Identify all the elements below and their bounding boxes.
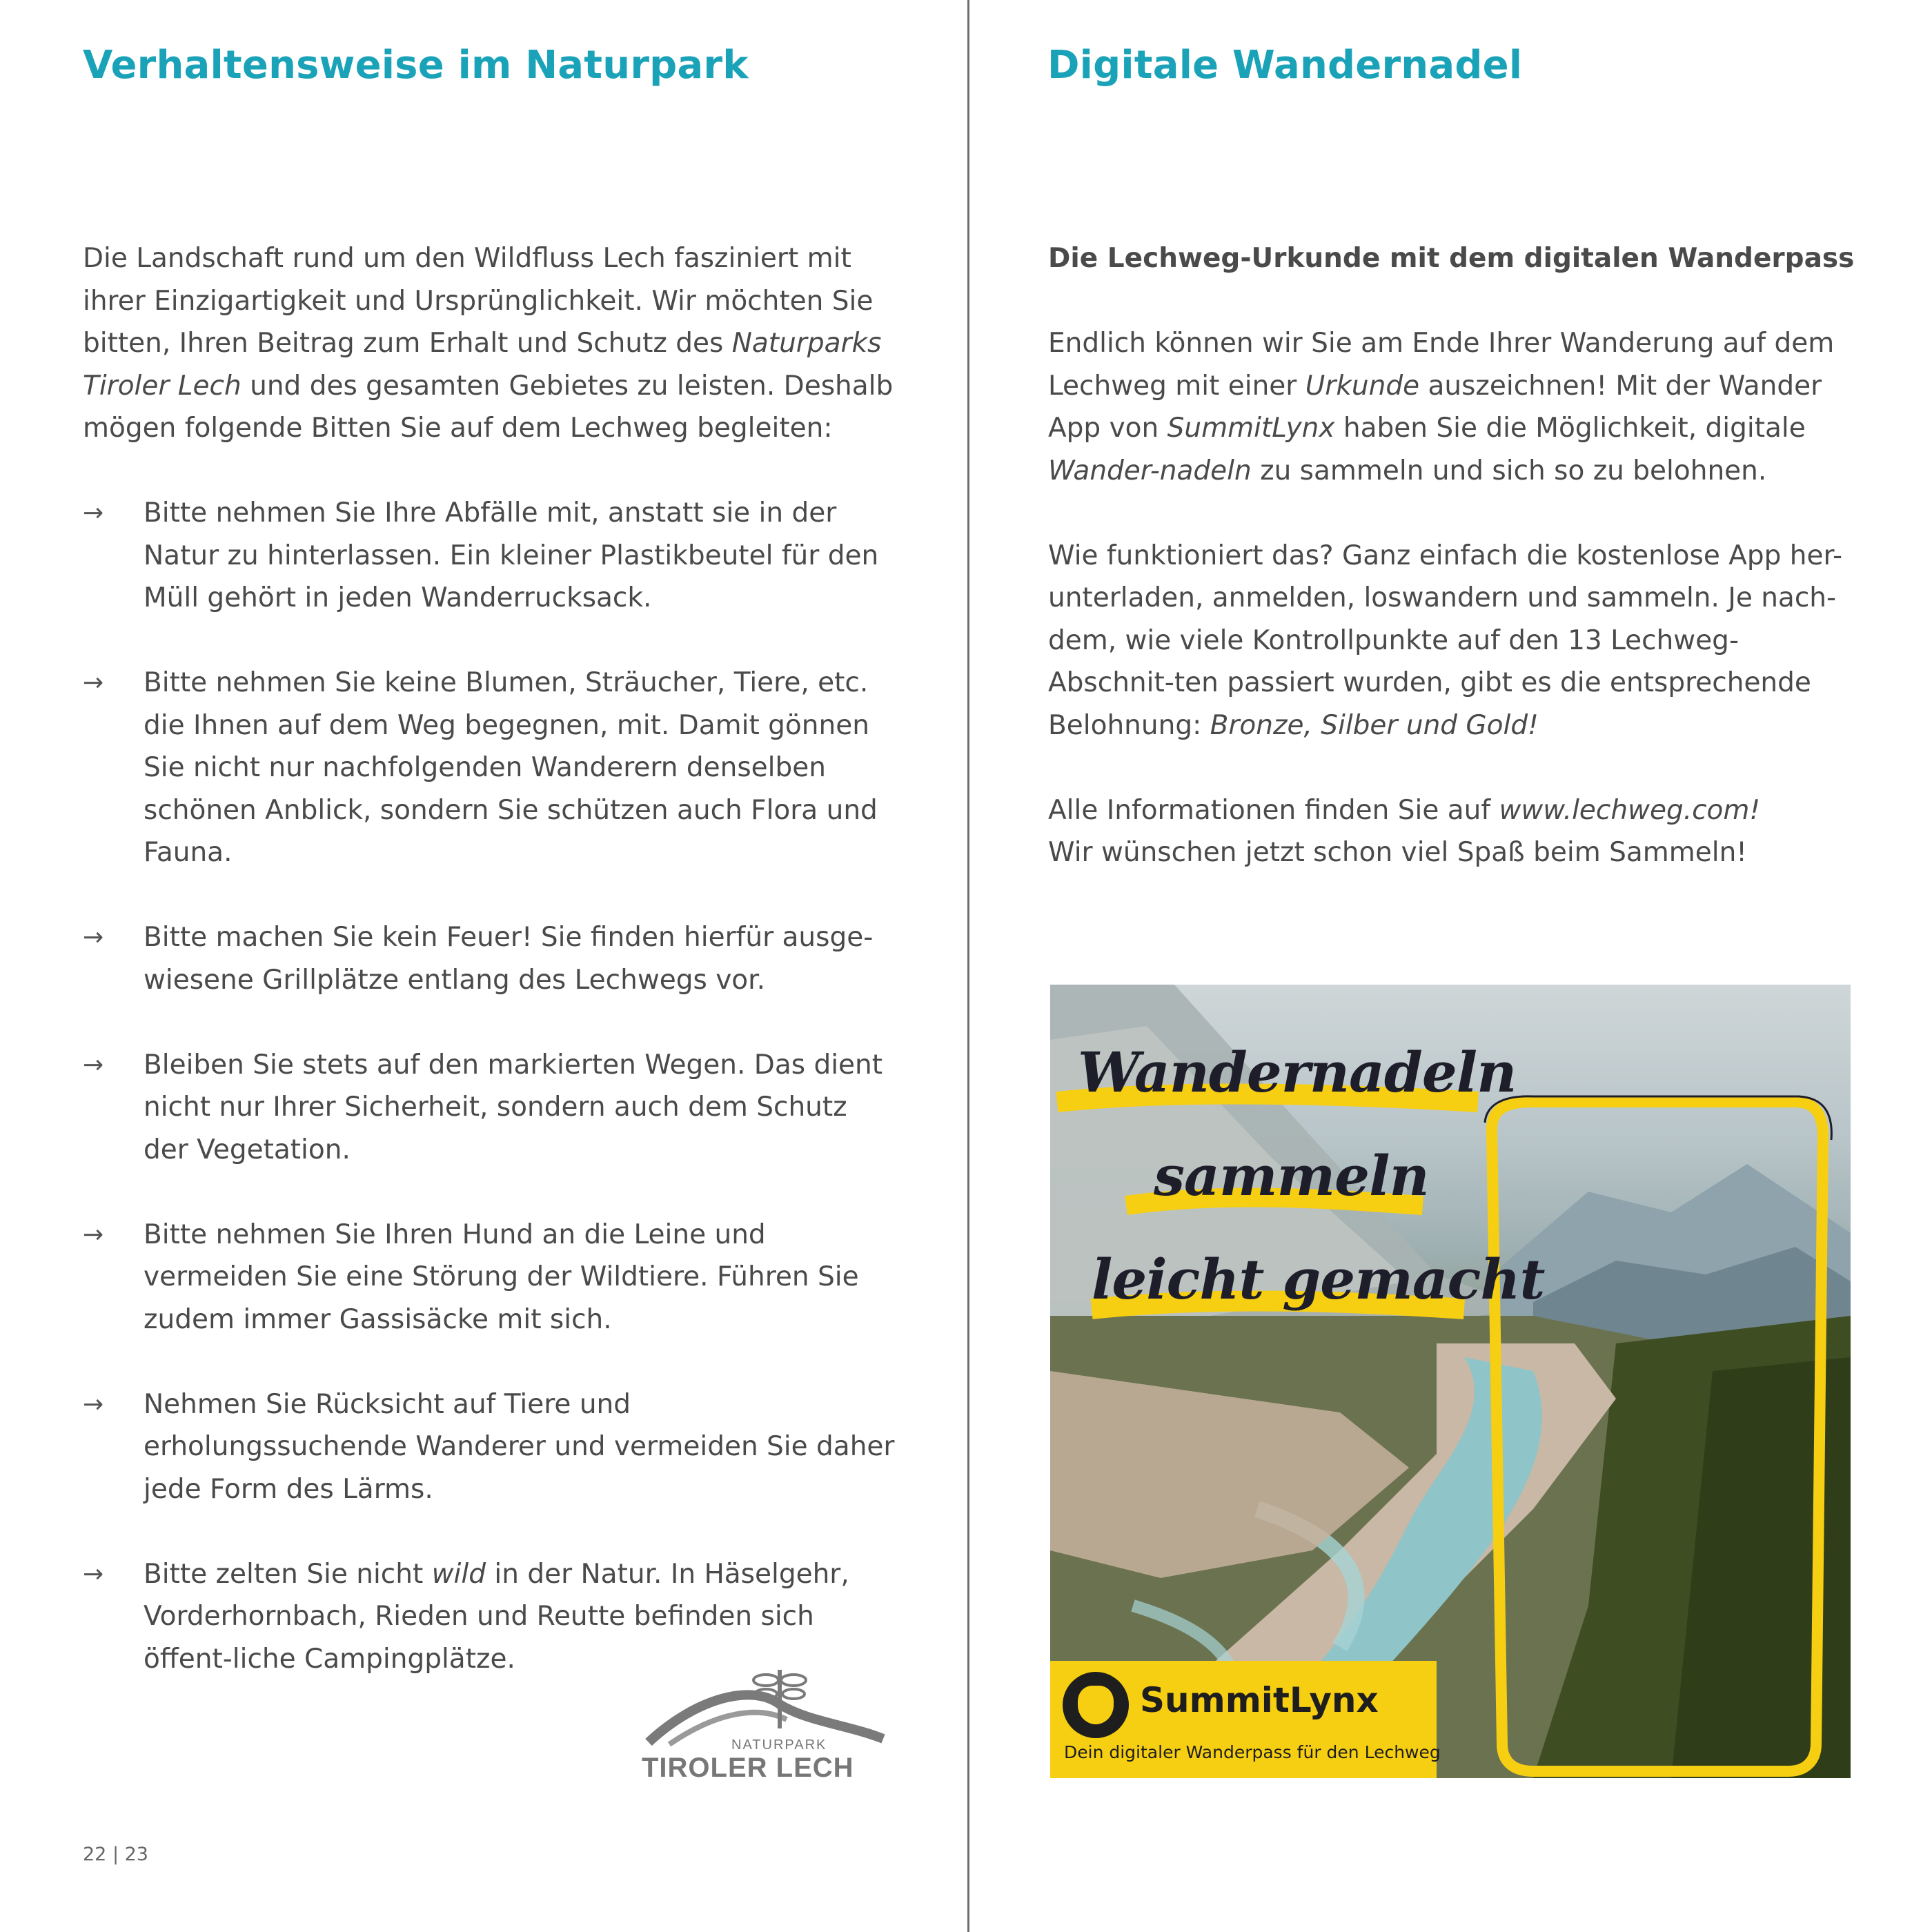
page-divider bbox=[967, 0, 969, 1932]
logo-subtitle: NATURPARK bbox=[731, 1737, 827, 1753]
ad-headline-line3: leicht gemacht bbox=[1092, 1247, 1545, 1312]
rules-list bbox=[83, 492, 897, 1680]
arrow-right-icon: → bbox=[83, 1050, 104, 1079]
website-link[interactable]: www.lechweg.com! bbox=[1499, 794, 1761, 826]
page-number: 22 | 23 bbox=[83, 1844, 148, 1865]
lynx-icon bbox=[1063, 1672, 1129, 1738]
lead-heading: Die Lechweg-Urkunde mit dem digitalen Wanderpass bbox=[1048, 243, 1855, 274]
list-item: → Nehmen Sie Rücksicht auf Tiere und erholungssuchende Wanderer und vermeiden Sie daher jede Form des Lärms. bbox=[83, 1383, 897, 1511]
list-item: → Bitte nehmen Sie Ihren Hund an die Leine und vermeiden Sie eine Störung der Wildtiere. Führen Sie zudem immer Gassisäcke mit sich. bbox=[83, 1214, 897, 1341]
ad-headline-line1: Wandernadeln bbox=[1078, 1040, 1517, 1105]
arrow-right-icon: → bbox=[83, 1390, 104, 1419]
logo-title: TIROLER LECH bbox=[642, 1753, 854, 1783]
arrow-right-icon: → bbox=[83, 923, 104, 952]
list-item: → Bitte nehmen Sie Ihre Abfälle mit, anstatt sie in der Natur zu hinterlassen. Ein kleiner Plastikbeutel für den Müll gehört in jeden Wanderrucksack. bbox=[83, 492, 897, 620]
list-item: → Bitte zelten Sie nicht wild in der Natur. In Häselgehr, Vorderhornbach, Rieden und Reutte befinden sich öffent-liche Campingplätze. bbox=[83, 1553, 897, 1681]
list-item: → Bitte nehmen Sie keine Blumen, Sträucher, Tiere, etc. die Ihnen auf dem Weg begegnen, mit. Damit gönnen Sie nicht nur nachfolgenden Wanderern denselben schönen Anblick, sondern Sie schützen auch Flora und Fauna. bbox=[83, 662, 897, 874]
brand-tagline: Dein digitaler Wanderpass für den Lechweg bbox=[1064, 1742, 1441, 1762]
intro-paragraph: Die Landschaft rund um den Wildfluss Lech fasziniert mit ihrer Einzigartigkeit und Ursprünglichkeit. Wir möchten Sie bitten, Ihren Beitrag zum Erhalt und Schutz des Naturparks Tiroler Lech und des gesamten Gebietes zu leisten. Deshalb mögen folgende Bitten Sie auf dem Lechweg begleiten: bbox=[83, 243, 894, 444]
arrow-right-icon: → bbox=[83, 499, 104, 527]
list-item: → Bleiben Sie stets auf den markierten Wegen. Das dient nicht nur Ihrer Sicherheit, sondern auch dem Schutz der Vegetation. bbox=[83, 1044, 897, 1172]
brand-name: SummitLynx bbox=[1140, 1680, 1379, 1720]
paragraph-urkunde: Endlich können wir Sie am Ende Ihrer Wanderung auf dem Lechweg mit einer Urkunde auszeichnen! Mit der Wander App von SummitLynx haben Sie die Möglichkeit, digitale Wander-nadeln zu sammeln und sich so zu belohnen. bbox=[1048, 328, 1835, 486]
brand-banner bbox=[1050, 1661, 1441, 1778]
naturpark-logo bbox=[642, 1656, 890, 1783]
right-column bbox=[1048, 237, 1862, 916]
arrow-right-icon: → bbox=[83, 669, 104, 697]
summitlynx-advertisement bbox=[1050, 985, 1851, 1778]
paragraph-info: Alle Informationen finden Sie auf www.lechweg.com! Wir wünschen jetzt schon viel Spaß beim Sammeln! bbox=[1048, 794, 1761, 868]
arrow-right-icon: → bbox=[83, 1220, 104, 1249]
left-column bbox=[83, 237, 897, 1723]
paragraph-how-it-works: Wie funktioniert das? Ganz einfach die kostenlose App her-unterladen, anmelden, loswandern und sammeln. Je nach-dem, wie viele Kontrollpunkte auf den 13 Lechweg-Abschnit-ten passiert wurden, gibt es die entsprechende Belohnung: Bronze, Silber und Gold! bbox=[1048, 540, 1843, 741]
arrow-right-icon: → bbox=[83, 1559, 104, 1588]
ad-headline-line2: sammeln bbox=[1154, 1143, 1429, 1208]
right-page-title: Digitale Wandernadel bbox=[1047, 43, 1523, 88]
naturpark-name: Naturparks Tiroler Lech bbox=[83, 328, 882, 402]
left-page-title: Verhaltensweise im Naturpark bbox=[83, 43, 749, 88]
list-item: → Bitte machen Sie kein Feuer! Sie finden hierfür ausge-wiesene Grillplätze entlang des Lechwegs vor. bbox=[83, 916, 897, 1001]
